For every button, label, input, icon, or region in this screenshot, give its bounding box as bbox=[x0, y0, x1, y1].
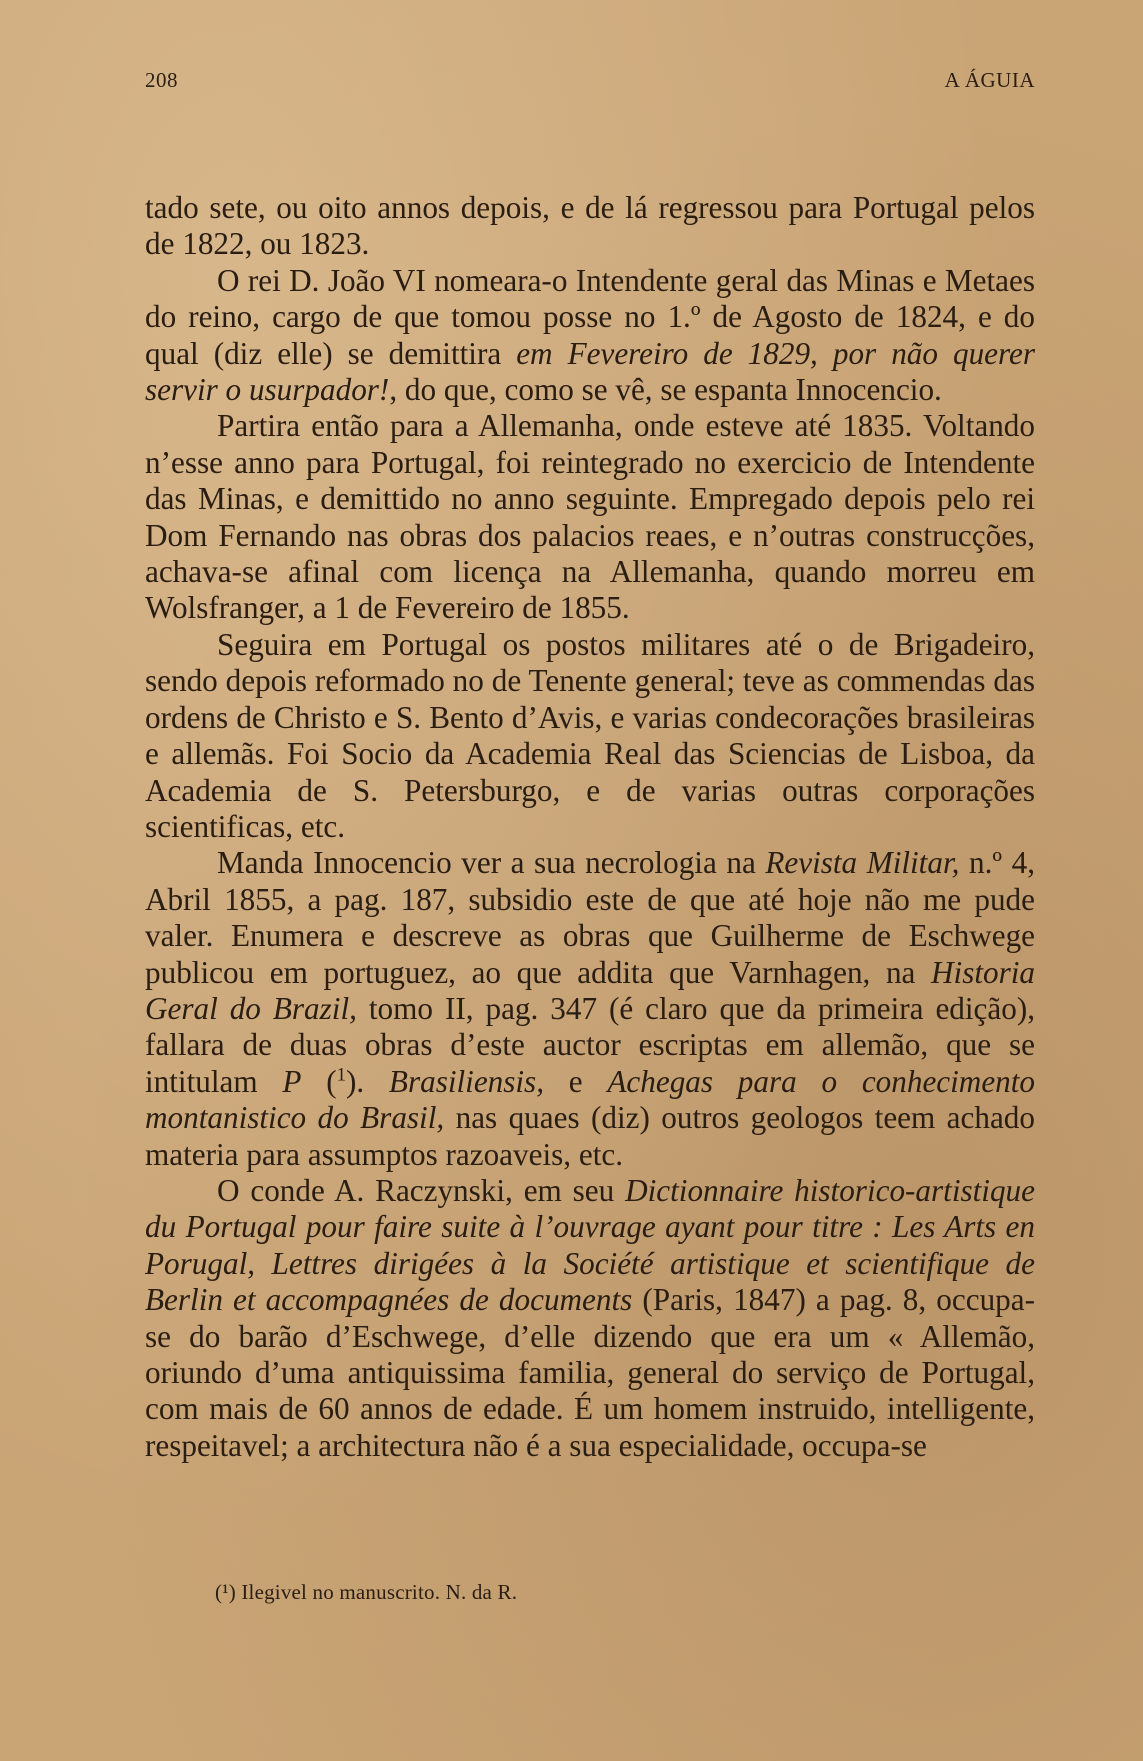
text-segment: nas quaes (diz) outros geologos teem achado materia para assumptos razoaveis, etc. bbox=[145, 1100, 1035, 1172]
footnote-text: Ilegivel no manuscrito. N. da R. bbox=[241, 1580, 518, 1604]
text-segment: O rei D. João VI nomeara-o Intendente geral das Minas e Metaes do reino, cargo de que tomou posse no 1.º de Agosto de 1824, e do qual (diz elle) se demittira bbox=[145, 262, 1035, 371]
text-segment: O conde A. Raczynski, em seu bbox=[217, 1172, 626, 1208]
italic-text: Achegas para o conhecimento montanistico do Brasil, bbox=[145, 1063, 1036, 1136]
italic-text: P bbox=[282, 1063, 302, 1099]
italic-text: em Fevereiro de 1829, por não querer servir o usurpador! bbox=[145, 335, 1035, 408]
running-head bbox=[145, 60, 1035, 100]
body-text bbox=[145, 190, 1035, 1464]
paragraph bbox=[145, 845, 1035, 1173]
journal-title: A ÁGUIA bbox=[944, 68, 1035, 92]
text-segment: tomo II, pag. 347 (é claro que da primeira edição), fallara de duas obras d’este auctor escriptas em allemão, que se intitulam bbox=[145, 990, 1036, 1099]
text-segment: ( bbox=[301, 1063, 337, 1099]
page-number: 208 bbox=[145, 68, 178, 92]
italic-text: Brasiliensis, bbox=[388, 1063, 544, 1099]
text-segment: e bbox=[544, 1063, 608, 1099]
footnote-marker: (¹) bbox=[215, 1580, 236, 1604]
footnote bbox=[215, 1580, 517, 1605]
paragraph bbox=[145, 263, 1035, 409]
paragraph bbox=[145, 627, 1035, 845]
text-segment: , do que, como se vê, se espanta Innocencio. bbox=[389, 372, 942, 408]
text-segment: (Paris, 1847) a pag. 8, occupa-se do barão d’Eschwege, d’elle dizendo que era um « Allemão, oriundo d’uma antiquissima familia, general do serviço de Portugal, com mais de 60 annos de edade. É um homem instruido, intelligente, respeitavel; a architectura não é a sua especialidade, occupa-se bbox=[145, 1282, 1035, 1463]
text-segment: tado sete, ou oito annos depois, e de lá regressou para Portugal pelos de 1822, ou 1823. bbox=[145, 190, 1035, 262]
text-segment: Manda Innocencio ver a sua necrologia na bbox=[217, 845, 766, 881]
paragraph bbox=[145, 190, 1035, 263]
italic-text: Historia Geral do Brazil, bbox=[145, 954, 1035, 1026]
text-segment: n.º 4, Abril 1855, a pag. 187, subsidio este de que até hoje não me pude valer. Enumera e descreve as obras que Guilherme de Eschwege publicou em portuguez, ao que addita que Varnhagen, na bbox=[145, 845, 1035, 990]
text-segment: ). bbox=[345, 1063, 389, 1099]
paragraph bbox=[145, 408, 1035, 626]
italic-text: Revista Militar, bbox=[765, 845, 960, 881]
text-segment: Seguira em Portugal os postos militares até o de Brigadeiro, sendo depois reformado no de Tenente general; teve as commendas das ordens de Christo e S. Bento d’Avis, e varias condecorações brasileiras e allemãs. Foi Socio da Academia Real das Sciencias de Lisboa, da Academia de S. Petersburgo, e de varias outras corporações scientificas, etc. bbox=[145, 626, 1035, 844]
italic-text: Dictionnaire historico-artistique du Portugal pour faire suite à l’ouvrage ayant pour titre : Les Arts en Porugal, Lettres dirigées à la Société artistique et scientifique de Berlin et accompagnées de documents bbox=[145, 1172, 1035, 1318]
footnote-reference: 1 bbox=[336, 1064, 346, 1086]
paragraph bbox=[145, 1173, 1035, 1464]
page bbox=[145, 60, 1035, 1464]
text-segment: Partira então para a Allemanha, onde esteve até 1835. Voltando n’esse anno para Portugal, foi reintegrado no exercicio de Intendente das Minas, e demittido no anno seguinte. Empregado depois pelo rei Dom Fernando nas obras dos palacios reaes, e n’outras construcções, achava-se afinal com licença na Allemanha, quando morreu em Wolsfranger, a 1 de Fevereiro de 1855. bbox=[145, 408, 1035, 626]
